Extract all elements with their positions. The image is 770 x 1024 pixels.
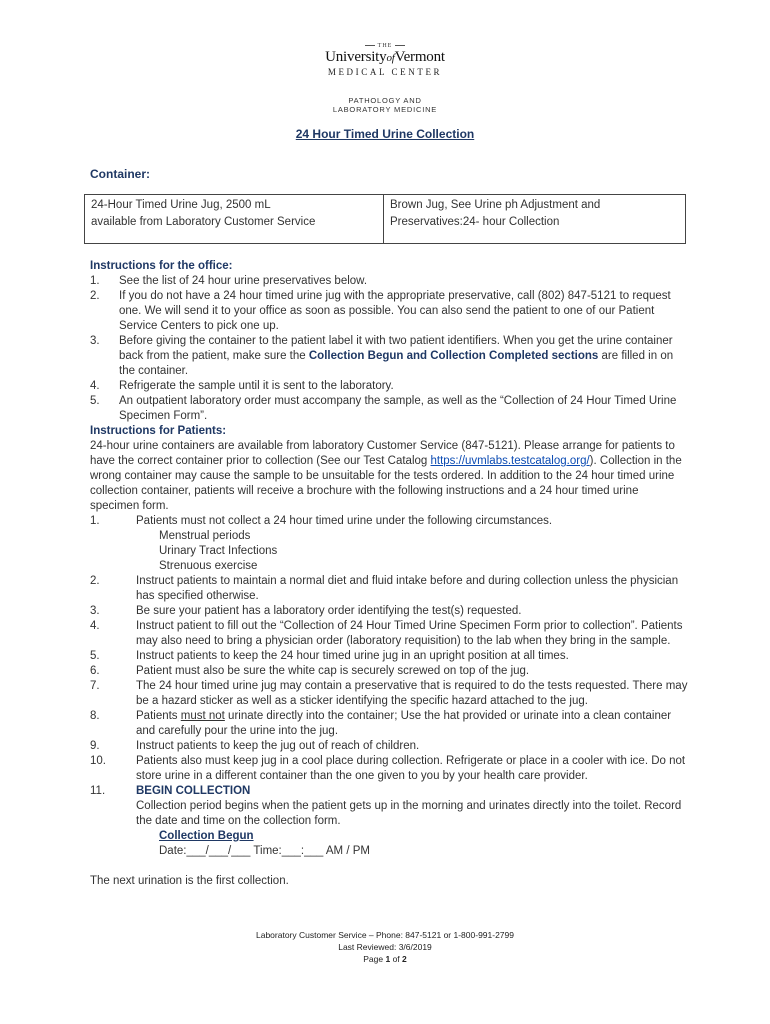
cell-text: Brown Jug, See Urine ph Adjustment and (390, 199, 601, 211)
circumstance-item: Strenuous exercise (159, 560, 258, 572)
list-item (90, 709, 690, 739)
item-text-underline: must not (180, 710, 225, 722)
item-number: 9. (90, 740, 100, 752)
item-text-part: urinate directly into the container; Use the hat provided or urinate into a clean container and carefully pour the urine into the jug. (136, 710, 672, 737)
intro-text: 24-hour urine containers are available from laboratory Customer Service (847-5121). Please arrange for patients to have the correct container prior to collection (See our Test Catalog (90, 440, 675, 467)
circumstance-item: Urinary Tract Infections (159, 545, 278, 557)
item-text: Be sure your patient has a laboratory order identifying the test(s) requested. (136, 605, 522, 617)
list-item (90, 334, 690, 379)
item-text: Patient must also be sure the white cap is securely screwed on top of the jug. (136, 665, 530, 677)
list-item (90, 739, 690, 754)
item-number: 2. (90, 575, 100, 587)
item-number: 3. (90, 335, 100, 347)
item-text: Patients also must keep jug in a cool place during collection. Refrigerate or place in a cooler with ice. Do not store urine in a different container than the one given to you by your health care provider. (136, 755, 686, 782)
table-row (85, 195, 686, 244)
list-item (90, 679, 690, 709)
item-text-part: Patients (136, 710, 181, 722)
item-text: Refrigerate the sample until it is sent to the laboratory. (119, 380, 394, 392)
footer-phone: Laboratory Customer Service – Phone: 847-5121 or 1-800-991-2799 (256, 930, 514, 940)
item-number: 11. (90, 785, 106, 797)
item-number: 8. (90, 710, 100, 722)
logo-university (0, 50, 770, 66)
item-text-part: are filled in on the container. (119, 350, 674, 377)
item-text: Instruct patients to keep the 24 hour timed urine jug in an upright position at all times. (136, 650, 569, 662)
logo-vermont: Vermont (394, 49, 445, 65)
department-line1: PATHOLOGY AND (348, 96, 422, 105)
item-text-bold: Collection Begun and Collection Completed sections (308, 350, 599, 362)
instructions-body (90, 259, 690, 889)
list-item (90, 664, 690, 679)
department-line2: LABORATORY MEDICINE (332, 105, 438, 114)
item-text: Instruct patients to keep the jug out of reach of children. (136, 740, 420, 752)
cell-text: available from Laboratory Customer Service (91, 216, 316, 228)
item-text: See the list of 24 hour urine preservatives below. (119, 275, 368, 287)
list-item (90, 784, 690, 799)
uvm-medical-center-logo (0, 42, 770, 78)
item-number: 3. (90, 605, 100, 617)
item-number: 2. (90, 290, 100, 302)
list-item (90, 574, 690, 604)
logo-of: of (386, 52, 395, 64)
test-catalog-link[interactable]: https://uvmlabs.testcatalog.org/ (430, 455, 590, 467)
collection-begun-label: Collection Begun (159, 830, 254, 842)
list-item (90, 274, 690, 289)
list-item (90, 379, 690, 394)
item-number: 4. (90, 620, 100, 632)
item-text: Patients must not collect a 24 hour timed urine under the following circumstances. (136, 515, 553, 527)
footer-last-reviewed: Last Reviewed: 3/6/2019 (338, 942, 432, 952)
list-item (90, 394, 690, 424)
item-number: 5. (90, 395, 100, 407)
intro-text: ). Collection in the wrong container may cause the sample to be unsuitable for the tests ordered. In addition to the 24 hour timed urine collection container, patients will receive a brochure with the following instructions and a 24 hour timed urine specimen form. (90, 455, 682, 512)
list-item (90, 604, 690, 619)
logo-the: THE (0, 42, 770, 50)
collection-begun-date-line: Date:___/___/___ Time:___:___ AM / PM (159, 845, 370, 857)
item-text: An outpatient laboratory order must accompany the sample, as well as the “Collection of 24 Hour Timed Urine Specimen Form”. (119, 395, 677, 422)
list-item (90, 289, 690, 334)
item-text: Instruct patients to maintain a normal diet and fluid intake before and during collection unless the physician has specified otherwise. (136, 575, 679, 602)
item-number: 7. (90, 680, 100, 692)
list-item (90, 514, 690, 529)
item-number: 5. (90, 650, 100, 662)
cell-text: 24-Hour Timed Urine Jug, 2500 mL (91, 199, 271, 211)
item-text: Collection period begins when the patient gets up in the morning and urinates directly into the toilet. Record the date and time on the collection form. (136, 800, 682, 827)
container-label: Container: (90, 167, 150, 181)
list-item (90, 619, 690, 649)
page-word: Page (363, 954, 386, 964)
department-name (0, 96, 770, 114)
item-text: If you do not have a 24 hour timed urine jug with the appropriate preservative, call (802) 847-5121 to request one. We will send it to your office as soon as possible. You can also send the patient to one of our Patient Service Centers to pick one up. (119, 290, 671, 332)
container-cell-jug (85, 195, 384, 244)
item-number: 1. (90, 275, 100, 287)
list-item (90, 754, 690, 784)
page-total: 2 (402, 954, 407, 964)
item-text: Instruct patient to fill out the “Collection of 24 Hour Timed Urine Specimen Form prior to collection”. Patients may also need to bring a physician order (laboratory requisition) to the lab when they bring in the sample. (136, 620, 683, 647)
patients-heading: Instructions for Patients: (90, 425, 227, 437)
page-current: 1 (385, 954, 391, 964)
page-footer (0, 929, 770, 965)
next-urination-note: The next urination is the first collection. (90, 875, 289, 887)
patients-intro (90, 439, 690, 514)
begin-collection-heading: BEGIN COLLECTION (136, 785, 251, 797)
item-text (90, 334, 690, 379)
item-number: 10. (90, 755, 106, 767)
container-table (84, 194, 686, 244)
item-number: 1. (90, 515, 100, 527)
cell-text: Preservatives:24- hour Collection (390, 216, 560, 228)
logo-university-word: University (325, 49, 387, 65)
item-text-part: Before giving the container to the patient label it with two patient identifiers. When you get the urine container back from the patient, make sure the (119, 335, 673, 362)
item-number: 4. (90, 380, 100, 392)
container-cell-brown-jug (384, 195, 686, 244)
office-heading: Instructions for the office: (90, 260, 233, 272)
list-item (90, 649, 690, 664)
page-of: of (390, 954, 403, 964)
footer-page-number (0, 953, 770, 965)
circumstance-item: Menstrual periods (159, 530, 251, 542)
logo-medical-center: MEDICAL CENTER (327, 67, 443, 77)
document-title: 24 Hour Timed Urine Collection (295, 127, 475, 141)
item-text (90, 709, 690, 739)
item-text: The 24 hour timed urine jug may contain a preservative that is required to do the tests requested. There may be a hazard sticker as well as a sticker identifying the specific hazard attached to the jug. (136, 680, 688, 707)
item-number: 6. (90, 665, 100, 677)
